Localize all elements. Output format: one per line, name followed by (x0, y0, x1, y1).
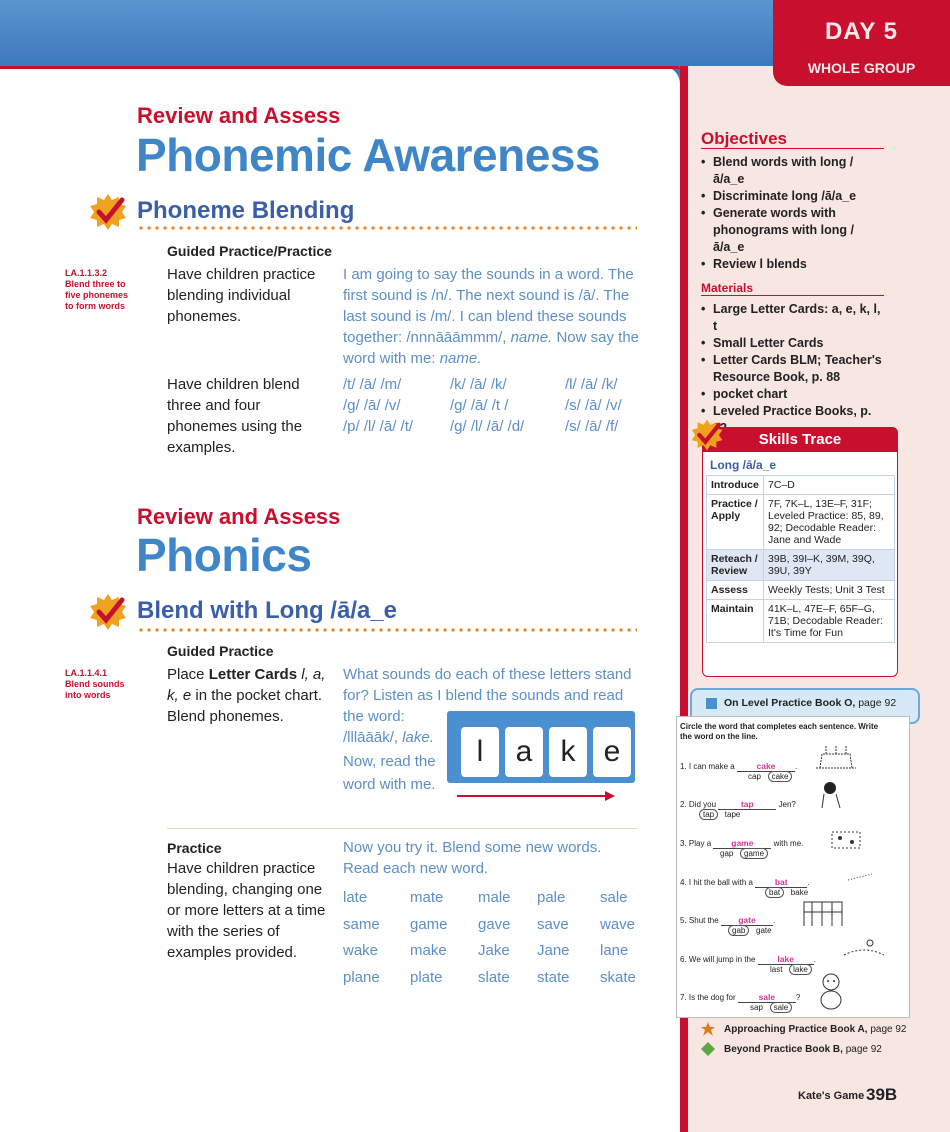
book-o-label: On Level Practice Book O, page 92 (724, 697, 897, 709)
pa-kicker: Review and Assess (137, 103, 341, 128)
game-picture-icon (826, 826, 866, 854)
ph-practice-right: Now you try it. Blend some new words. Read each new word. (343, 839, 602, 877)
ws-item: 4. I hit the ball with a bat . (680, 877, 810, 887)
pa-standard: LA.1.1.3.2 Blend three to five phonemes to form words (65, 268, 129, 311)
objective-item: • Review l blends (701, 256, 881, 273)
pa-example-row: /p/ /l/ /ā/ /t/ /g/ /l/ /ā/ /d/ /s/ /ā/ /f/ (343, 418, 619, 435)
ph-read-prompt: Now, read the word with me. (343, 753, 436, 793)
pa-left-text: Have children practice blending individual phonemes. (167, 266, 316, 325)
ws-item: 2. Did you tap Jen? (680, 799, 796, 809)
pa-subhead: Phoneme Blending (137, 197, 355, 224)
skills-trace-table (706, 475, 895, 643)
book-icon (706, 698, 717, 709)
materials-list (701, 301, 886, 437)
day-label: DAY 5 (824, 18, 899, 45)
ws-item: 6. We will jump in the lake . (680, 954, 816, 964)
dog-picture-icon (814, 970, 848, 1012)
checkmark-icon (88, 192, 128, 232)
header-curve (0, 66, 680, 106)
material-item: • pocket chart (701, 386, 886, 403)
objectives-list (701, 154, 881, 273)
dotted-rule (137, 226, 637, 230)
book-a-label: Approaching Practice Book A, page 92 (724, 1024, 907, 1035)
word-row: plane plate slate state skate (343, 968, 636, 986)
letter-card: a (505, 727, 543, 777)
word-row: late mate male pale sale (343, 889, 628, 906)
ph-title: Phonics (136, 529, 312, 581)
letter-card: e (593, 727, 631, 777)
checkmark-icon (88, 592, 128, 632)
materials-title: Materials (701, 281, 754, 295)
trace-row: Assess Weekly Tests; Unit 3 Test (707, 581, 895, 600)
ph-guided-head: Guided Practice (167, 643, 274, 659)
word-row: wake make Jake Jane lane (343, 942, 629, 959)
objectives-title: Objectives (701, 129, 787, 148)
rule (701, 295, 884, 296)
rule (701, 148, 884, 149)
ph-teacher-script: What sounds do each of these letters stand for? Listen as I blend the sounds and read the word: (343, 666, 632, 725)
checkmark-icon (690, 418, 724, 452)
ws-options: gap game (720, 849, 768, 858)
objective-item: • Discriminate long /ā/a_e (701, 188, 881, 205)
ph-standard: LA.1.1.4.1 Blend sounds into words (65, 668, 125, 700)
letter-card: k (549, 727, 587, 777)
bat-picture-icon (846, 868, 876, 886)
pa-example-row: /g/ /ā/ /v/ /g/ /ā/ /t / /s/ /ā/ /v/ (343, 397, 622, 414)
ws-options: sap sale (750, 1003, 792, 1012)
blend-arrow-icon (455, 789, 617, 803)
trace-row: Maintain 41K–L, 47E–F, 65F–G, 71B; Decodable Reader: It's Time for Fun (707, 600, 895, 643)
ph-blend-line: /lllāāāk/, lake. (343, 729, 434, 746)
pa-practice-head: Guided Practice/Practice (167, 243, 332, 259)
gate-picture-icon (800, 896, 846, 928)
ws-options: tap tape (699, 810, 740, 819)
word-row: same game gave save wave (343, 915, 636, 933)
objective-item: • Blend words with long /ā/a_e (701, 154, 881, 188)
cake-picture-icon (812, 742, 860, 772)
objective-item: • Generate words with phonograms with long /ā/a_e (701, 205, 881, 256)
pa-example-row: /t/ /ā/ /m/ /k/ /ā/ /k/ /l/ /ā/ /k/ (343, 376, 618, 393)
ph-practice-left: Have children practice blending, changing one or more letters at a time with the series of examples provided. (167, 860, 326, 961)
ws-item: 7. Is the dog for sale ? (680, 992, 801, 1002)
ph-kicker: Review and Assess (137, 504, 341, 529)
footer-title: Kate's Game (798, 1090, 865, 1102)
ph-left-text: Place Letter Cards l, a, k, e in the pocket chart. Blend phonemes. (167, 666, 326, 725)
skills-trace-title: Skills Trace (702, 427, 898, 452)
ws-options: bat bake (765, 888, 808, 897)
trace-row: Practice / Apply 7F, 7K–L, 13E–F, 31F; Leveled Practice: 85, 89, 92; Decodable Reader: Jane and Wade (707, 495, 895, 550)
ph-word-grid (343, 885, 643, 991)
diamond-icon (700, 1041, 716, 1057)
ph-subhead: Blend with Long /ā/a_e (137, 597, 398, 624)
ws-item: 3. Play a game with me. (680, 838, 804, 848)
ph-practice-head: Practice (167, 840, 222, 856)
trace-row: Reteach / Review 39B, 39I–K, 39M, 39Q, 39U, 39Y (707, 550, 895, 581)
trace-skill: Long /ā/a_e (710, 458, 777, 472)
ws-item: 1. I can make a cake . (680, 761, 798, 771)
page-number: 39B (866, 1085, 898, 1104)
letter-card: l (461, 727, 499, 777)
trace-row: Introduce 7C–D (707, 476, 895, 495)
ws-options: gab gate (728, 926, 772, 935)
pa-teacher-script: I am going to say the sounds in a word. The first sound is /n/. The next sound is /ā/. The last sound is /m/. I can blend these sounds together: /nnnāāāmmm/, name. Now say the word with me: name. (343, 266, 640, 367)
star-icon (700, 1021, 716, 1037)
material-item: • Leveled Practice Books, p. (701, 403, 886, 437)
girl-picture-icon (818, 780, 846, 810)
material-item: • Letter Cards BLM; Teacher's Resource Book, p. 88 (701, 352, 886, 386)
ws-options: last lake (770, 965, 812, 974)
pa-examples (343, 374, 643, 437)
ws-options: cap cake (748, 772, 792, 781)
pa-title: Phonemic Awareness (136, 129, 600, 181)
ws-item: 5. Shut the gate . (680, 915, 776, 925)
material-item: • Small Letter Cards (701, 335, 886, 352)
worksheet-instructions: Circle the word that completes each sentence. Write the word on the line. (680, 722, 879, 741)
divider (167, 828, 637, 829)
lake-picture-icon (840, 935, 888, 963)
pa-left-text-2: Have children blend three and four phonemes using the examples. (167, 376, 303, 456)
book-b-label: Beyond Practice Book B, page 92 (724, 1044, 882, 1055)
group-label: WHOLE GROUP (807, 60, 916, 76)
header-rule (0, 66, 680, 69)
material-item: • Large Letter Cards: a, e, k, l, t (701, 301, 886, 335)
dotted-rule (137, 628, 637, 632)
